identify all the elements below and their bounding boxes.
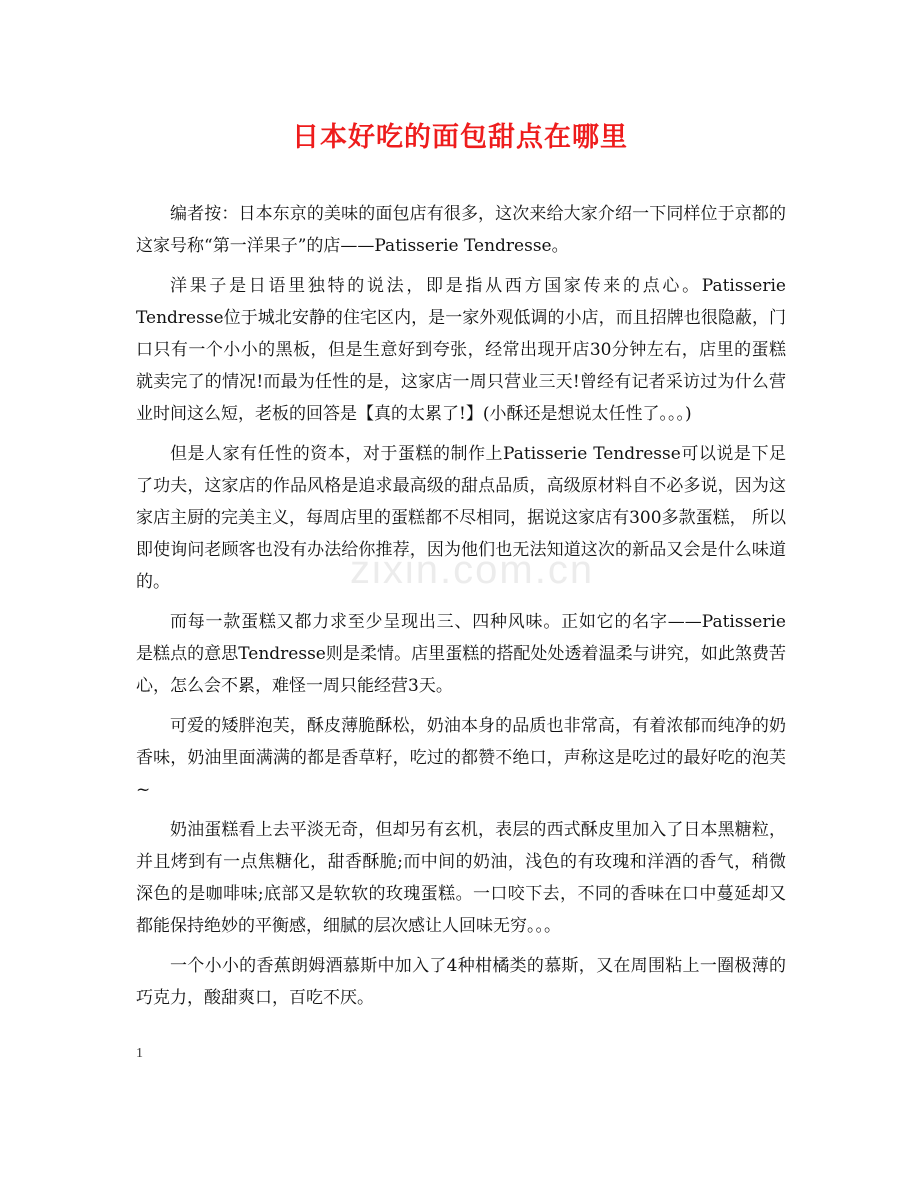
paragraph-2: 但是人家有任性的资本，对于蛋糕的制作上Patisserie Tendresse可以说是下足了功夫，这家店的作品风格是追求最高级的甜点品质，高级原材料自不必多说，因为这家店主厨的完美主义，每周店里的蛋糕都不尽相同，据说这家店有300多款蛋糕， 所以即使询问老顾客也没有办法给你推荐，因为他们也无法知道这次的新品又会是什么味道的。 [136,444,786,592]
paragraph-4: 可爱的矮胖泡芙，酥皮薄脆酥松，奶油本身的品质也非常高，有着浓郁而纯净的奶香味，奶油里面满满的都是香草籽，吃过的都赞不绝口，声称这是吃过的最好吃的泡芙~ [136,716,786,800]
page-number: 1 [136,1046,143,1061]
paragraph-3: 而每一款蛋糕又都力求至少呈现出三、四种风味。正如它的名字——Patisserie 是糕点的意思Tendresse则是柔情。店里蛋糕的搭配处处透着温柔与讲究，如此煞费苦心，怎么会不累，难怪一周只能经营3天。 [136,612,786,696]
paragraph-editor-note: 编者按：日本东京的美味的面包店有很多，这次来给大家介绍一下同样位于京都的这家号称“第一洋果子”的店——Patisserie Tendresse。 [136,204,786,256]
paragraph-5: 奶油蛋糕看上去平淡无奇，但却另有玄机，表层的西式酥皮里加入了日本黑糖粒，并且烤到有一点焦糖化，甜香酥脆;而中间的奶油，浅色的有玫瑰和洋酒的香气，稍微深色的是咖啡味;底部又是软软的玫瑰蛋糕。一口咬下去，不同的香味在口中蔓延却又都能保持绝妙的平衡感，细腻的层次感让人回味无穷。。。 [136,820,786,936]
document-title: 日本好吃的面包甜点在哪里 [292,122,628,153]
paragraph-6: 一个小小的香蕉朗姆酒慕斯中加入了4种柑橘类的慕斯，又在周围粘上一圈极薄的巧克力，酸甜爽口，百吃不厌。 [136,956,786,1008]
watermark-text: zixin.com.cn [350,548,595,592]
paragraph-1: 洋果子是日语里独特的说法，即是指从西方国家传来的点心。Patisserie Tendresse位于城北安静的住宅区内，是一家外观低调的小店，而且招牌也很隐蔽，门口只有一个小小的黑板，但是生意好到夸张，经常出现开店30分钟左右，店里的蛋糕就卖完了的情况!而最为任性的是，这家店一周只营业三天!曾经有记者采访过为什么营业时间这么短，老板的回答是【真的太累了!】(小酥还是想说太任性了。。。) [136,276,786,424]
document-body [136,198,786,1022]
